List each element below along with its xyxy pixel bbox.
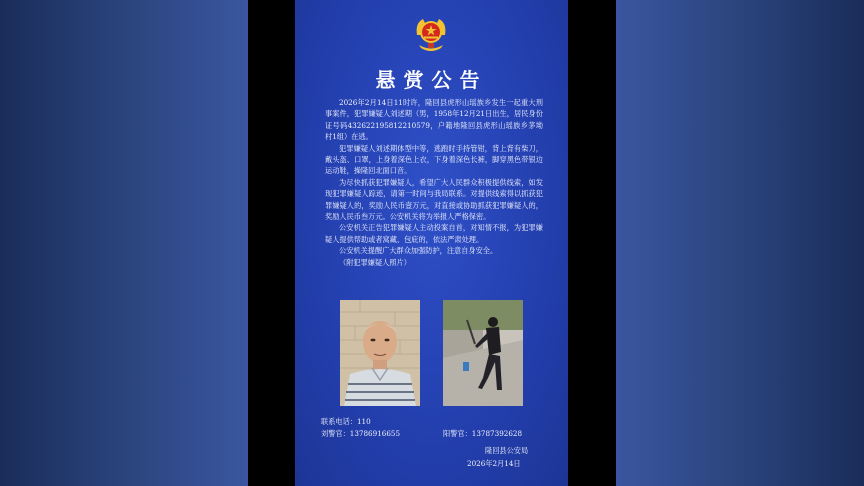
officer-yang-phone: 阳警官：13787392628 [443,429,523,438]
suspect-surveillance-photo [443,300,523,406]
right-blurred-background [616,0,864,486]
issue-date: 2026年2月14日 [467,459,521,468]
paragraph-warning: 公安机关正告犯罪嫌疑人主动投案自首，对知情不报，为犯罪嫌疑人提供帮助或者窝藏、包庇的，依法严肃处理。 [325,223,543,244]
paragraph-reward: 为尽快抓获犯罪嫌疑人，希望广大人民群众积极提供线索，如发现犯罪嫌疑人踪迹，请第一时间与我局联系。对提供线索得以抓获犯罪嫌疑人的，奖励人民币壹万元，对直接或协助抓获犯罪嫌疑人的，奖励人民币叁万元。公安机关将为举报人严格保密。 [325,177,543,222]
police-emblem-icon [413,15,449,53]
paragraph-description: 犯罪嫌疑人刘述期体型中等，逃跑时手持管钳，背上背有柴刀，戴头盔、口罩，上身着深色上衣，下身着深色长裤，脚穿黑色带银边运动鞋，操隆回北面口音。 [325,143,543,176]
suspect-portrait-photo [340,300,420,406]
issuer-name: 隆回县公安局 [485,446,529,455]
contact-phone: 联系电话：110 [321,417,371,426]
paragraph-safety: 公安机关提醒广大群众加强防护，注意自身安全。 [339,246,498,256]
notice-body [325,97,543,268]
paragraph-photo-note: （附犯罪嫌疑人照片） [339,257,411,267]
paragraph-incident: 2026年2月14日11时许，隆回县虎形山瑶族乡发生一起重大刑事案件，犯罪嫌疑人刘述期（男，1958年12月21日出生，居民身份证号码432622195812210579，户籍地隆回县虎形山瑶族乡茅坳村1组）在逃。 [325,98,543,142]
officer-liu-phone: 刘警官：13786916655 [321,429,401,438]
notice-title: 悬赏公告 [375,68,488,92]
wanted-notice-poster [295,0,568,486]
left-blurred-background [0,0,248,486]
